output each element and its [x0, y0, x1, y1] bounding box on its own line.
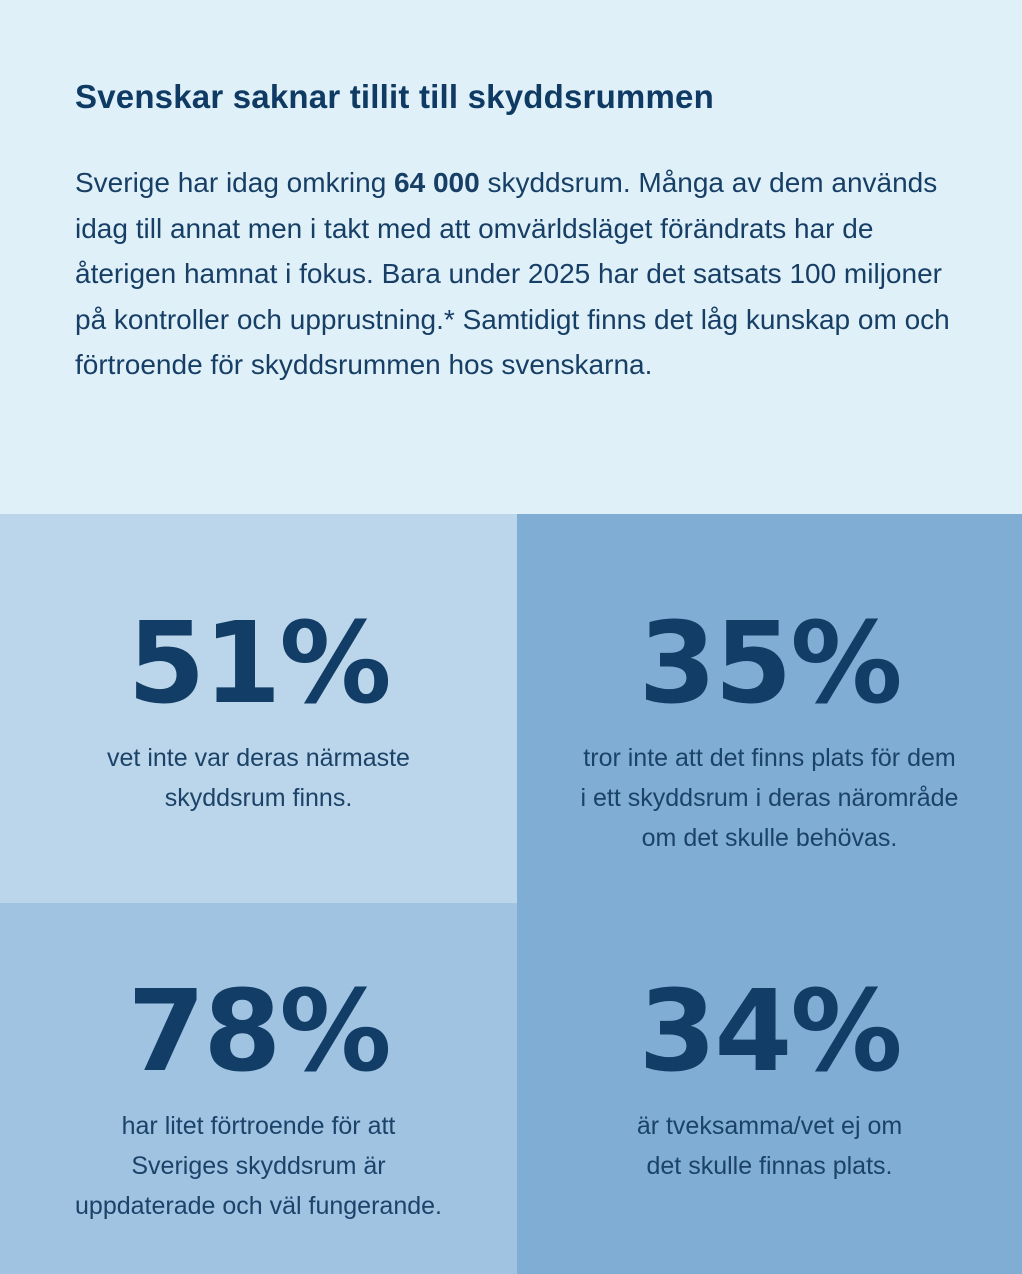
stat-description: tror inte att det finns plats för dem i ett skyddsrum i deras närområde om det skulle behövas. [580, 744, 959, 852]
page-title: Svenskar saknar tillit till skyddsrummen [75, 78, 714, 115]
stat-value: 51% [127, 599, 390, 729]
stat-card-low-trust [0, 903, 517, 1274]
stat-value: 35% [638, 599, 901, 729]
stat-card-unknown-location [0, 514, 517, 903]
stat-description: är tveksamma/vet ej om det skulle finnas plats. [636, 1112, 903, 1180]
shelter-count: 64 000 [394, 167, 480, 198]
stat-value: 78% [127, 967, 390, 1097]
intro-section [0, 0, 1022, 514]
stat-description: har litet förtroende för att Sveriges skyddsrum är uppdaterade och väl fungerande. [75, 1112, 442, 1220]
intro-paragraph [75, 160, 955, 388]
stat-card-no-space [517, 514, 1022, 903]
stat-card-uncertain [517, 903, 1022, 1274]
intro-text-start: Sverige har idag omkring [75, 167, 395, 198]
intro-text-rest: skyddsrum. Många av dem används idag till annat men i takt med att omvärldsläget förändrats har de återigen hamnat i fokus. Bara under 2025 har det satsats 100 miljoner på kontroller och upprustning.* Samtidigt finns det låg kunskap om och förtroende för skyddsrummen hos svenskarna. [75, 167, 950, 381]
stat-value: 34% [638, 967, 901, 1097]
stat-description: vet inte var deras närmaste skyddsrum finns. [107, 744, 410, 812]
